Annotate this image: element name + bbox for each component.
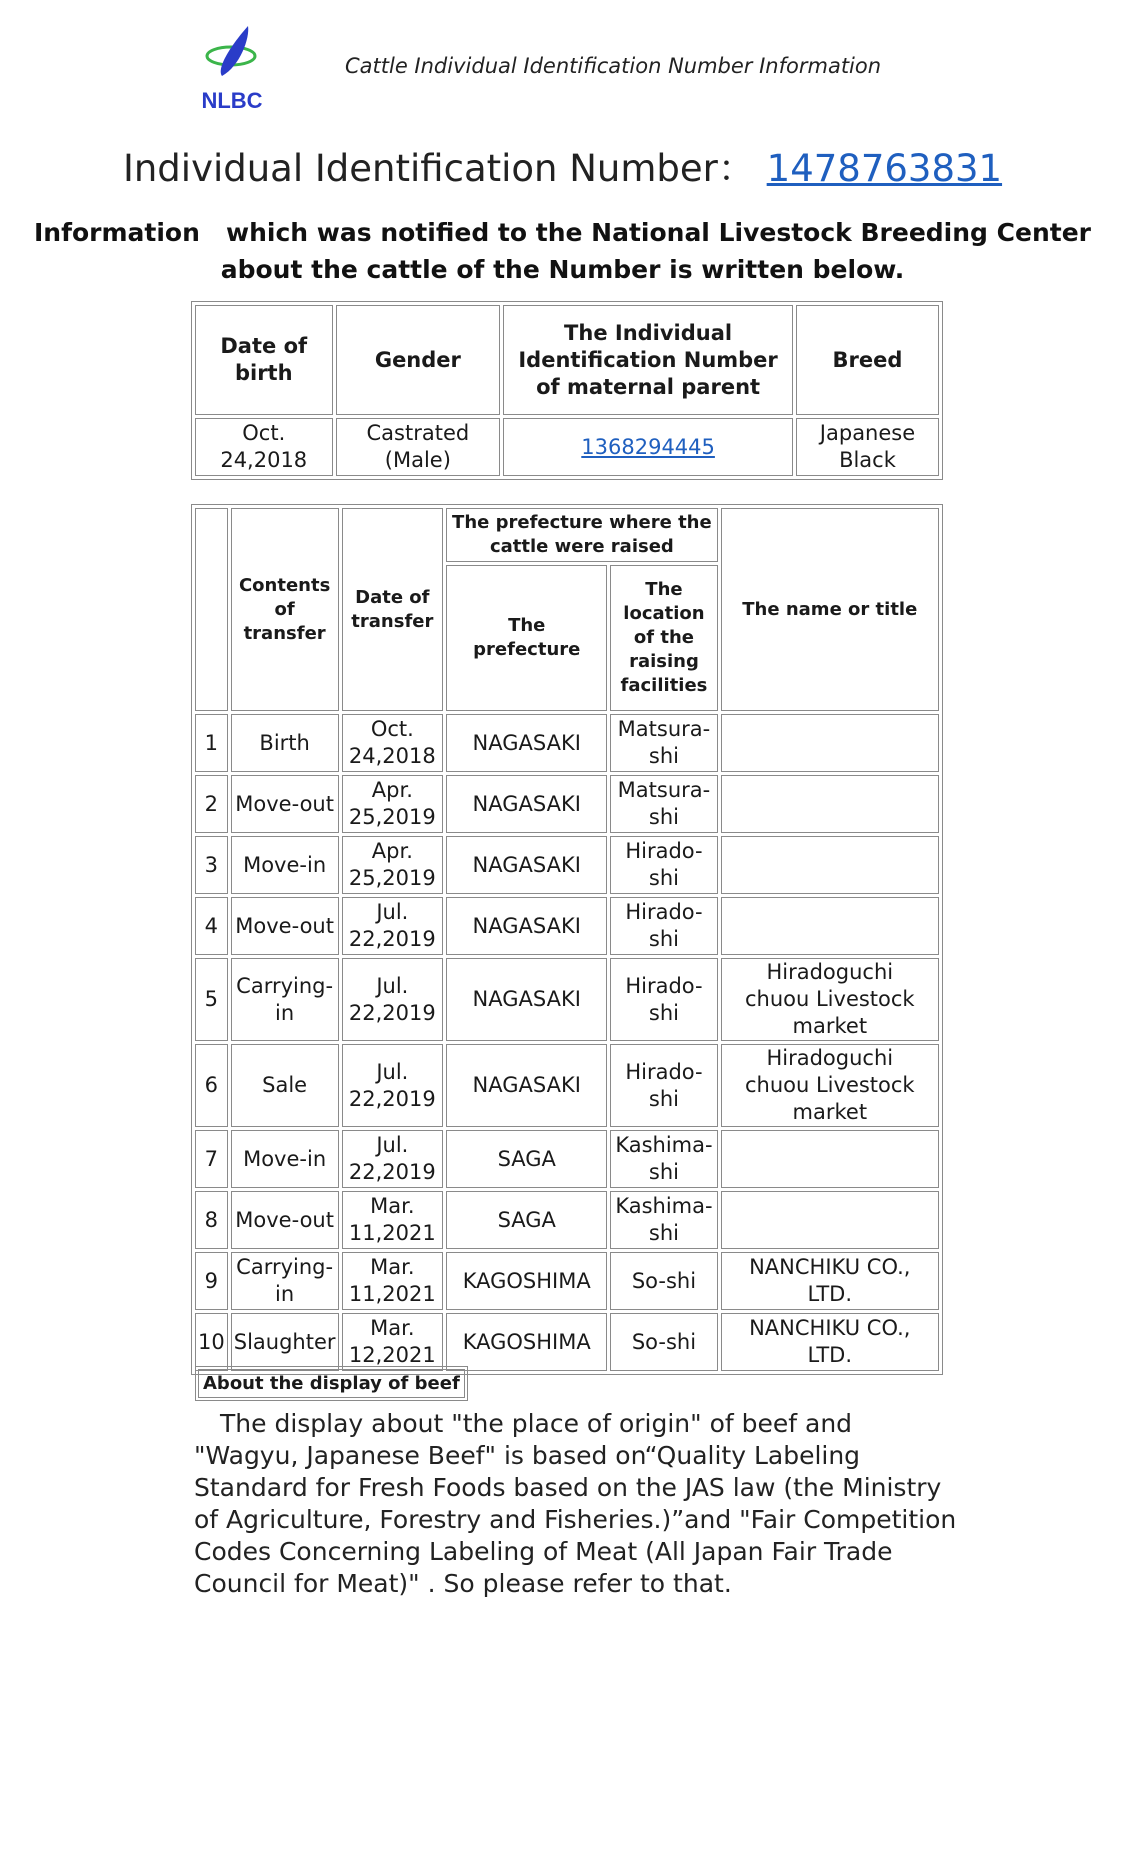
table-row <box>195 897 939 955</box>
row-name <box>721 1130 939 1188</box>
logo-text: NLBC <box>201 88 263 112</box>
breed-value: Japanese Black <box>796 418 939 476</box>
table-row <box>195 775 939 833</box>
row-date: Oct. 24,2018 <box>342 714 444 772</box>
id-line <box>0 138 1125 192</box>
row-prefecture: NAGASAKI <box>446 897 607 955</box>
row-name <box>721 1191 939 1249</box>
row-number: 8 <box>195 1191 228 1249</box>
notice-line-2: about the cattle of the Number is written below. <box>220 255 905 284</box>
row-name: Hiradoguchi chuou Livestock market <box>721 1044 939 1127</box>
row-contents: Move-out <box>231 897 339 955</box>
row-contents: Move-in <box>231 1130 339 1188</box>
table-row <box>195 958 939 1041</box>
header-title: Cattle Individual Identification Number Information <box>345 54 882 78</box>
row-location: Matsura-shi <box>610 775 717 833</box>
row-prefecture: SAGA <box>446 1191 607 1249</box>
maternal-number-cell <box>503 418 793 476</box>
row-number: 7 <box>195 1130 228 1188</box>
row-name: Hiradoguchi chuou Livestock market <box>721 958 939 1041</box>
table-row <box>195 1130 939 1188</box>
logo-blue-shape <box>221 26 249 76</box>
row-number: 2 <box>195 775 228 833</box>
gender-value: Castrated (Male) <box>336 418 501 476</box>
row-number: 5 <box>195 958 228 1041</box>
header-name: The name or title <box>721 508 939 711</box>
date-of-birth-value: Oct. 24,2018 <box>195 418 333 476</box>
id-label: Individual Identification Number： <box>122 147 755 190</box>
row-prefecture: NAGASAKI <box>446 836 607 894</box>
header-prefecture: The prefecture <box>446 565 607 711</box>
row-number: 10 <box>195 1313 228 1371</box>
row-prefecture: KAGOSHIMA <box>446 1252 607 1310</box>
row-prefecture: NAGASAKI <box>446 714 607 772</box>
table-row <box>195 1313 939 1371</box>
row-date: Jul. 22,2019 <box>342 1044 444 1127</box>
row-date: Mar. 11,2021 <box>342 1191 444 1249</box>
row-name <box>721 775 939 833</box>
row-location: Matsura-shi <box>610 714 717 772</box>
row-date: Mar. 12,2021 <box>342 1313 444 1371</box>
basic-info-row <box>195 418 939 476</box>
row-number: 1 <box>195 714 228 772</box>
table-row <box>195 1191 939 1249</box>
row-contents: Move-out <box>231 1191 339 1249</box>
beef-display-title-box <box>195 1366 468 1401</box>
row-name <box>721 836 939 894</box>
row-contents: Move-out <box>231 775 339 833</box>
transfer-history-table <box>191 504 943 1375</box>
row-date: Mar. 11,2021 <box>342 1252 444 1310</box>
beef-display-title: About the display of beef <box>198 1369 465 1398</box>
basic-info-table <box>191 301 943 480</box>
row-number: 6 <box>195 1044 228 1127</box>
table-row <box>195 1252 939 1310</box>
row-contents: Birth <box>231 714 339 772</box>
table-row <box>195 1044 939 1127</box>
row-location: Hirado-shi <box>610 836 717 894</box>
header-number <box>195 508 228 711</box>
beef-display-body: The display about "the place of origin" of beef and "Wagyu, Japanese Beef" is based on“Quality Labeling Standard for Fresh Foods based on the JAS law (the Ministry of Agriculture, Forestry and Fisheries.)”and "Fair Competition Codes Concerning Labeling of Meat (All Japan Fair Trade Council for Meat)" . So please refer to that. <box>194 1409 957 1598</box>
row-location: Kashima-shi <box>610 1130 717 1188</box>
row-location: Hirado-shi <box>610 1044 717 1127</box>
row-location: Hirado-shi <box>610 897 717 955</box>
table-row <box>195 836 939 894</box>
row-date: Jul. 22,2019 <box>342 897 444 955</box>
row-name <box>721 897 939 955</box>
row-name <box>721 714 939 772</box>
table-row <box>195 714 939 772</box>
row-contents: Carrying-in <box>231 958 339 1041</box>
nlbc-logo <box>196 20 270 112</box>
row-contents: Sale <box>231 1044 339 1127</box>
row-name: NANCHIKU CO., LTD. <box>721 1313 939 1371</box>
maternal-number-link[interactable]: 1368294445 <box>581 434 715 459</box>
notice-line-1: Information which was notified to the National Livestock Breeding Center <box>34 218 1091 247</box>
row-contents: Move-in <box>231 836 339 894</box>
row-contents: Slaughter <box>231 1313 339 1371</box>
row-date: Jul. 22,2019 <box>342 958 444 1041</box>
beef-display-text <box>194 1408 964 1600</box>
row-location: So-shi <box>610 1252 717 1310</box>
row-prefecture: NAGASAKI <box>446 775 607 833</box>
id-number-link[interactable]: 1478763831 <box>766 147 1003 190</box>
row-location: Kashima-shi <box>610 1191 717 1249</box>
notice-text <box>0 214 1125 288</box>
row-prefecture: NAGASAKI <box>446 1044 607 1127</box>
row-location: So-shi <box>610 1313 717 1371</box>
header-gender: Gender <box>336 305 501 415</box>
row-date: Apr. 25,2019 <box>342 775 444 833</box>
row-number: 4 <box>195 897 228 955</box>
basic-info-header-row <box>195 305 939 415</box>
row-contents: Carrying-in <box>231 1252 339 1310</box>
row-prefecture: KAGOSHIMA <box>446 1313 607 1371</box>
row-name: NANCHIKU CO., LTD. <box>721 1252 939 1310</box>
header-contents: Contents of transfer <box>231 508 339 711</box>
header-prefecture-group: The prefecture where the cattle were raised <box>446 508 717 562</box>
transfer-header-row-1 <box>195 508 939 562</box>
header-maternal-number: The Individual Identification Number of maternal parent <box>503 305 793 415</box>
row-prefecture: NAGASAKI <box>446 958 607 1041</box>
header-date: Date of transfer <box>342 508 444 711</box>
header-date-of-birth: Date of birth <box>195 305 333 415</box>
row-number: 9 <box>195 1252 228 1310</box>
row-location: Hirado-shi <box>610 958 717 1041</box>
header-location: The location of the raising facilities <box>610 565 717 711</box>
row-date: Apr. 25,2019 <box>342 836 444 894</box>
row-prefecture: SAGA <box>446 1130 607 1188</box>
row-date: Jul. 22,2019 <box>342 1130 444 1188</box>
header-breed: Breed <box>796 305 939 415</box>
row-number: 3 <box>195 836 228 894</box>
